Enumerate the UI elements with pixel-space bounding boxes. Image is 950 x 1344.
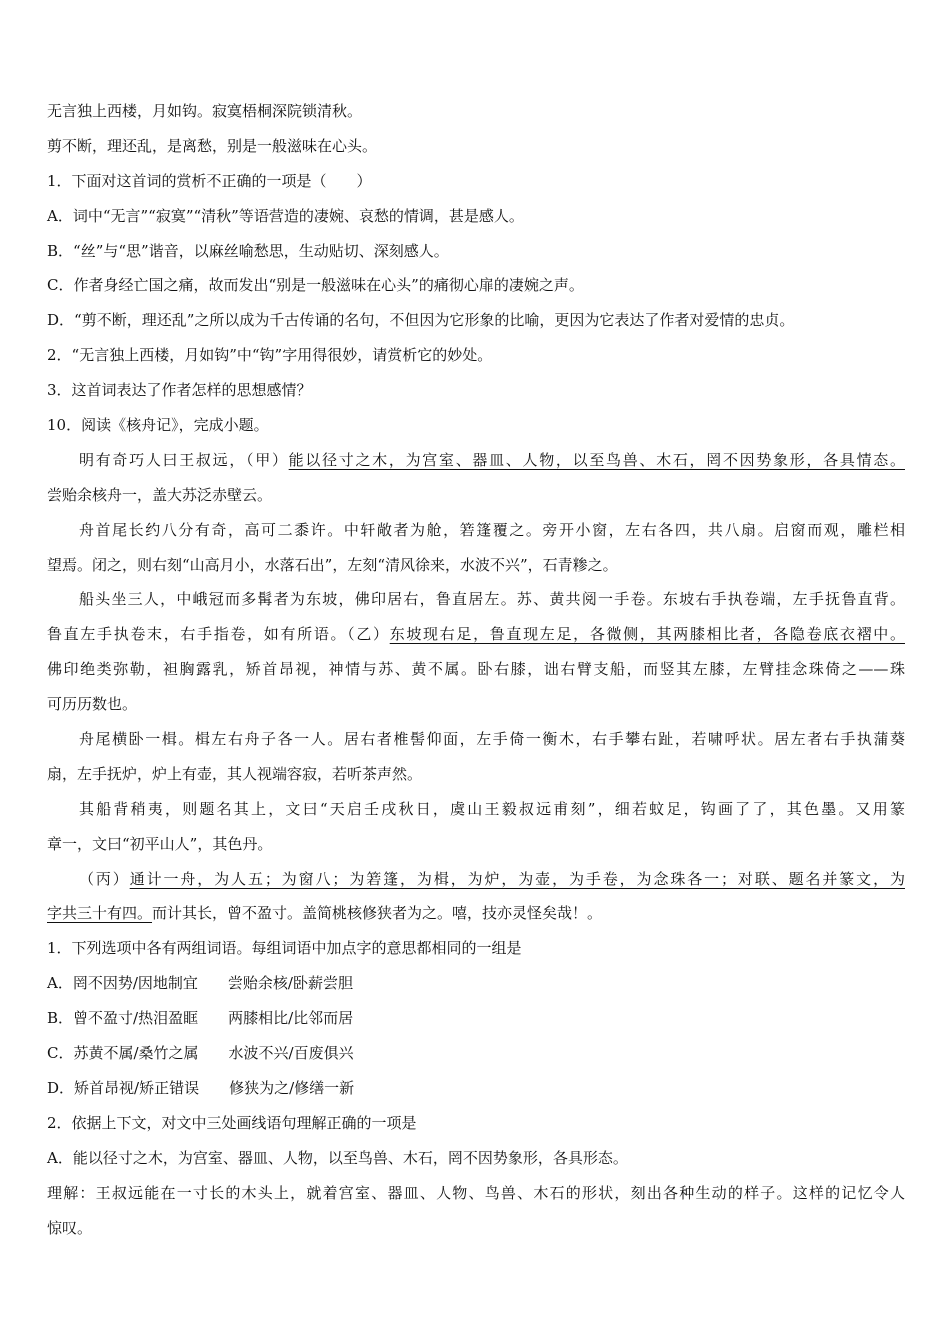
text-line [47, 373, 905, 408]
text-segment: C．苏黄不属/桑竹之属 水波不兴/百废俱兴 [47, 1044, 354, 1063]
text-segment: 望焉。闭之，则右刻“山高月小，水落石出”，左刻“清风徐来，水波不兴”，石青糁之。 [47, 555, 618, 574]
text-line [47, 1106, 905, 1141]
text-line [47, 1211, 905, 1246]
underlined-text: 东坡现右足，鲁直现左足，各微侧，其两膝相比者，各隐卷底衣褶中。 [389, 625, 905, 644]
text-line [47, 408, 905, 443]
text-segment: 1．下列选项中各有两组词语。每组词语中加点字的意思都相同的一组是 [47, 939, 522, 958]
text-line [47, 757, 905, 792]
text-line [47, 1036, 905, 1071]
text-segment: 章一，文曰“初平山人”，其色丹。 [47, 834, 273, 853]
text-segment: 舟尾横卧一楫。楫左右舟子各一人。居右者椎髻仰面，左手倚一衡木，右手攀右趾，若啸呼状。居左者右手执蒲葵 [79, 730, 905, 749]
text-line [47, 827, 905, 862]
text-segment: D．矫首昂视/矫正错误 修狭为之/修缮一新 [47, 1078, 355, 1097]
text-segment: 船头坐三人，中峨冠而多髯者为东坡，佛印居右，鲁直居左。苏、黄共阅一手卷。东坡右手执卷端，左手抚鲁直背。 [79, 590, 905, 609]
underlined-text: 字共三十有四。 [47, 904, 153, 923]
text-segment: 10．阅读《核舟记》，完成小题。 [47, 416, 269, 435]
text-segment: B．曾不盈寸/热泪盈眶 两膝相比/比邻而居 [47, 1009, 354, 1028]
text-segment: 而计其长，曾不盈寸。盖简桃核修狭者为之。嘻，技亦灵怪矣哉！。 [152, 904, 603, 923]
text-segment: 1．下面对这首词的赏析不正确的一项是（ ） [47, 171, 372, 190]
text-line [47, 548, 905, 583]
text-segment: C．作者身经亡国之痛，故而发出“别是一般滋味在心头”的痛彻心扉的凄婉之声。 [47, 276, 584, 295]
text-line [47, 1071, 905, 1106]
text-segment: A．罔不因势/因地制宜 尝贻余核/卧薪尝胆 [47, 974, 353, 993]
text-segment: A．词中“无言”“寂寞”“清秋”等语营造的凄婉、哀愁的情调，甚是感人。 [47, 206, 524, 225]
text-line [47, 303, 905, 338]
document-body [47, 94, 905, 1245]
text-line [47, 1176, 905, 1211]
text-segment: D．“剪不断，理还乱”之所以成为千古传诵的名句，不但因为它形象的比喻，更因为它表达了作者对爱情的忠贞。 [47, 311, 795, 330]
text-segment: 2．依据上下文，对文中三处画线语句理解正确的一项是 [47, 1113, 417, 1132]
text-segment: 明有奇巧人曰王叔远，（甲） [79, 450, 289, 469]
text-segment: B．“丝”与“思”谐音，以麻丝喻愁思，生动贴切、深刻感人。 [47, 241, 449, 260]
text-line [47, 1001, 905, 1036]
text-segment: 可历历数也。 [47, 695, 138, 714]
text-line [47, 966, 905, 1001]
text-line [47, 513, 905, 548]
text-segment: 2．“无言独上西楼，月如钩”中“钩”字用得很妙，请赏析它的妙处。 [47, 346, 493, 365]
text-line [47, 199, 905, 234]
text-segment: 扇，左手抚炉，炉上有壶，其人视端容寂，若听茶声然。 [47, 764, 423, 783]
text-segment: 佛印绝类弥勒，袒胸露乳，矫首昂视，神情与苏、黄不属。卧右膝，诎右臂支船，而竖其左膝，左臂挂念珠倚之——珠 [47, 660, 905, 679]
text-line [47, 268, 905, 303]
underlined-text: 通计一舟，为人五；为窗八；为箬篷，为楫，为炉，为壶，为手卷，为念珠各一；对联、题名并篆文，为 [129, 869, 905, 888]
text-line [47, 687, 905, 722]
text-line [47, 931, 905, 966]
text-segment: 3．这首词表达了作者怎样的思想感情？ [47, 381, 312, 400]
text-line [47, 862, 905, 897]
text-line [47, 792, 905, 827]
text-line [47, 617, 905, 652]
text-line [47, 478, 905, 513]
text-segment: 鲁直左手执卷末，右手指卷，如有所语。（乙） [47, 625, 390, 644]
text-line [47, 443, 905, 478]
text-segment: 尝贻余核舟一，盖大苏泛赤壁云。 [47, 485, 273, 504]
text-segment: 其船背稍夷，则题名其上，文曰“天启壬戌秋日，虞山王毅叔远甫刻”，细若蚊足，钩画了了，其色墨。又用篆 [79, 799, 905, 818]
text-line [47, 896, 905, 931]
text-line [47, 94, 905, 129]
text-line [47, 582, 905, 617]
text-segment: （丙） [79, 869, 130, 888]
text-segment: 理解：王叔远能在一寸长的木头上，就着宫室、器皿、人物、鸟兽、木石的形状，刻出各种生动的样子。这样的记忆令人 [47, 1183, 905, 1202]
text-line [47, 652, 905, 687]
text-line [47, 722, 905, 757]
text-segment: 无言独上西楼，月如钩。寂寞梧桐深院锁清秋。 [47, 102, 363, 120]
text-segment: 剪不断，理还乱，是离愁，别是一般滋味在心头。 [47, 136, 378, 155]
text-line [47, 129, 905, 164]
text-line [47, 234, 905, 269]
text-line [47, 1141, 905, 1176]
underlined-text: 能以径寸之木，为宫室、器皿、人物，以至鸟兽、木石，罔不因势象形，各具情态。 [288, 450, 905, 469]
text-segment: A．能以径寸之木，为宫室、器皿、人物，以至鸟兽、木石，罔不因势象形，各具形态。 [47, 1148, 628, 1167]
text-line [47, 338, 905, 373]
text-segment: 舟首尾长约八分有奇，高可二黍许。中轩敞者为舱，箬篷覆之。旁开小窗，左右各四，共八扇。启窗而观，雕栏相 [79, 520, 905, 539]
text-line [47, 164, 905, 199]
text-segment: 惊叹。 [47, 1218, 93, 1237]
